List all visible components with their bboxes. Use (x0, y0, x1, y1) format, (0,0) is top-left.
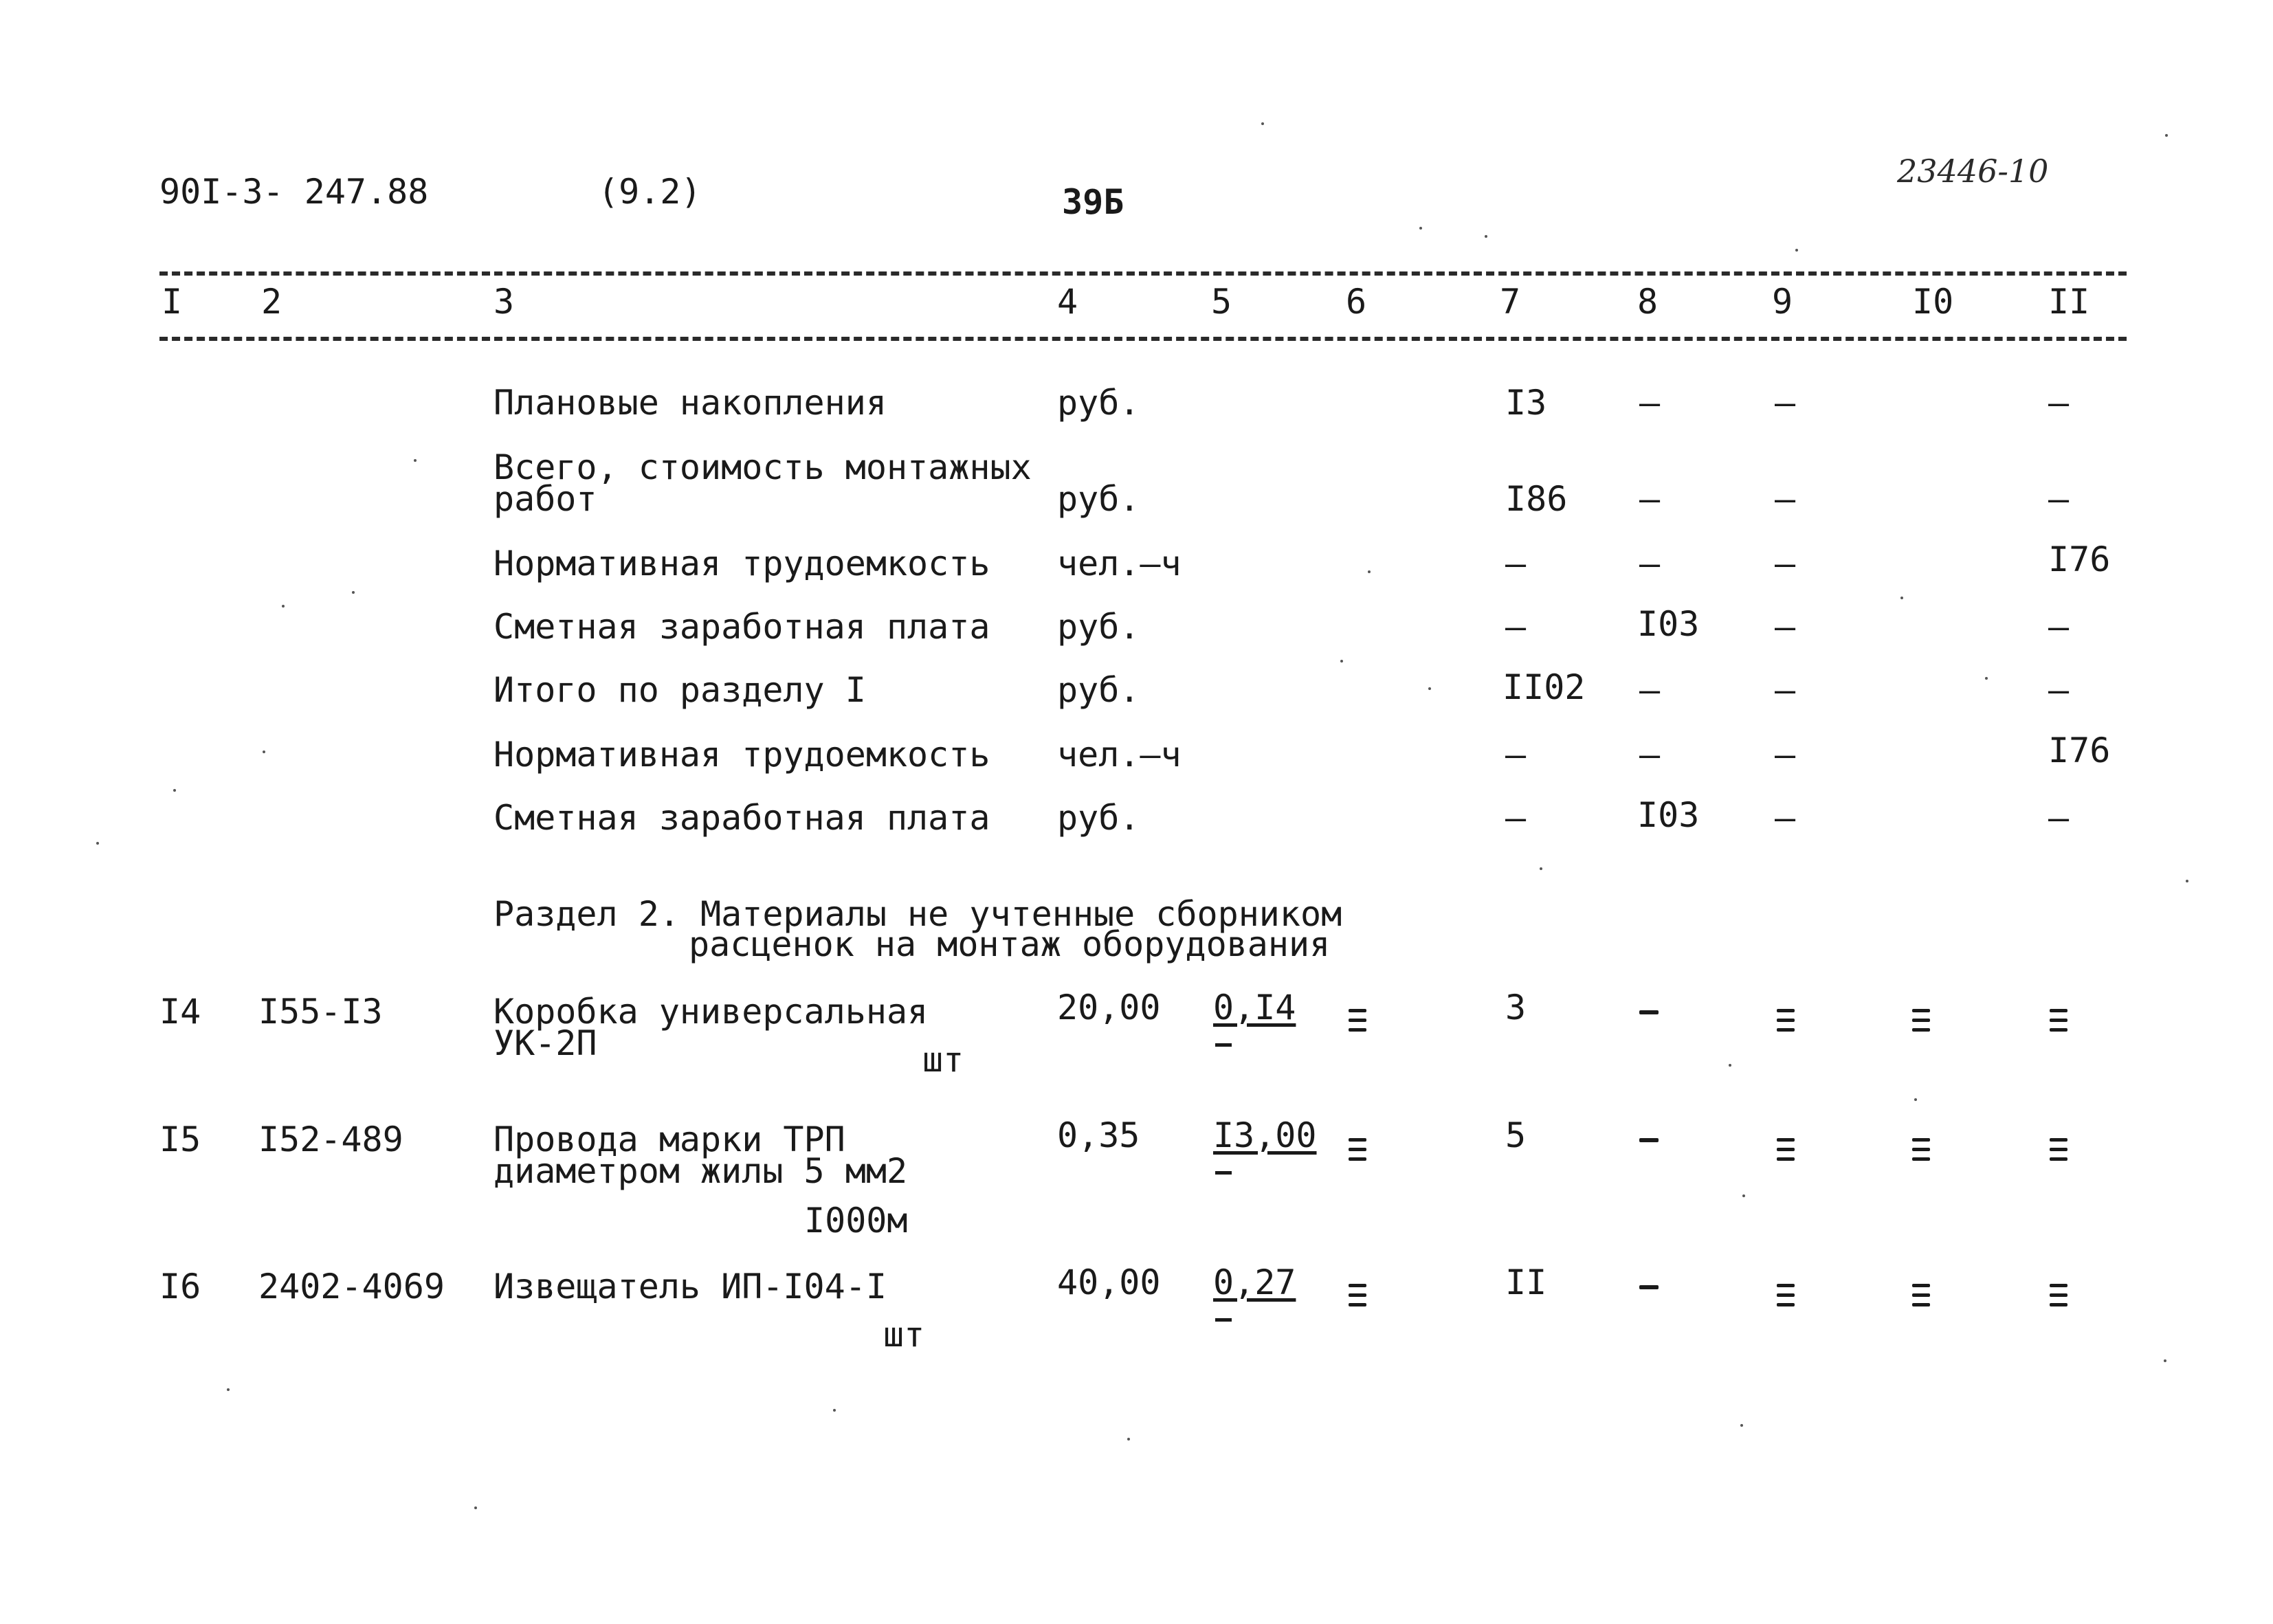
summary-row-name: Нормативная трудоемкость (494, 735, 990, 775)
summary-row-unit: чел.–ч (1057, 735, 1182, 775)
dash-mark (1639, 1138, 1659, 1142)
column-number-4: 4 (1057, 282, 1078, 322)
summary-row-col9: – (1775, 479, 1796, 519)
item-name: Провода марки ТРП (494, 1120, 845, 1159)
summary-row-name-continued: работ (494, 479, 597, 519)
summary-row-col11: – (2048, 479, 2070, 519)
column-number-10: I0 (1912, 282, 1954, 322)
scan-speck (1742, 1194, 1745, 1197)
page-number: 39Б (1062, 182, 1124, 222)
summary-row-col8: – (1639, 670, 1661, 710)
summary-row-col9: – (1775, 798, 1796, 838)
summary-row-col9: – (1775, 383, 1796, 423)
scan-speck (1795, 249, 1798, 252)
scan-speck (414, 459, 417, 462)
summary-row-col8: – (1639, 735, 1661, 775)
scan-speck (2186, 880, 2188, 882)
scan-speck (1368, 570, 1371, 573)
ditto-mark (1777, 1009, 1795, 1042)
scan-speck (263, 750, 265, 753)
scan-speck (474, 1506, 477, 1509)
scan-speck (1914, 1098, 1917, 1101)
column-number-3: 3 (494, 282, 515, 322)
item-total: II (1505, 1263, 1547, 1302)
column-number-11: II (2048, 282, 2090, 322)
scan-speck (2165, 134, 2168, 137)
archive-number: 23446-10 (1897, 153, 2049, 190)
scan-speck (1419, 227, 1422, 230)
column-number-2: 2 (261, 282, 282, 322)
ditto-mark (1777, 1284, 1795, 1317)
column-number-6: 6 (1346, 282, 1367, 322)
ditto-mark (1912, 1138, 1930, 1171)
summary-row-col9: – (1775, 607, 1796, 647)
item-unit-price: I3,00 (1213, 1115, 1317, 1155)
item-number: I5 (159, 1120, 201, 1159)
summary-row-col8: I03 (1637, 795, 1700, 835)
item-unit-price: 0,I4 (1213, 988, 1296, 1027)
column-number-5: 5 (1211, 282, 1232, 322)
summary-row-unit: руб. (1057, 670, 1140, 710)
header-bottom-rule (159, 337, 2127, 341)
column-number-7: 7 (1500, 282, 1521, 322)
summary-row-unit: руб. (1057, 798, 1140, 838)
ditto-mark (1349, 1138, 1366, 1171)
summary-row-col7: – (1505, 607, 1527, 647)
summary-row-col11: – (2048, 607, 2070, 647)
scan-speck (1127, 1438, 1130, 1441)
item-name: Извещатель ИП-I04-I (494, 1267, 887, 1306)
scan-speck (282, 605, 285, 608)
scan-speck (1540, 867, 1542, 870)
summary-row-col9: – (1775, 544, 1796, 583)
summary-row-unit: руб. (1057, 607, 1140, 647)
section-heading: Раздел 2. Материалы не учтенные сборником (494, 894, 1342, 934)
summary-row-col7: I3 (1505, 383, 1547, 423)
document-code: 90I-3- 247.88 (159, 172, 429, 212)
section-heading-continued: расценок на монтаж оборудования (689, 924, 1331, 964)
item-unit-price: 0,27 (1213, 1263, 1296, 1302)
summary-row-col7: – (1505, 544, 1527, 583)
summary-row-name: Нормативная трудоемкость (494, 544, 990, 583)
summary-row-col11: I76 (2048, 731, 2111, 770)
scan-speck (96, 842, 99, 845)
summary-row-col8: – (1639, 479, 1661, 519)
summary-row-name: Плановые накопления (494, 383, 887, 423)
scan-speck (1485, 235, 1487, 238)
summary-row-col9: – (1775, 670, 1796, 710)
dash-mark (1639, 1010, 1659, 1014)
scan-speck (1261, 122, 1264, 125)
summary-row-name: Всего, стоимость монтажных (494, 447, 1032, 487)
item-quantity: 0,35 (1057, 1115, 1140, 1155)
item-name-continued: УК-2П (494, 1023, 597, 1063)
ditto-mark (1349, 1284, 1366, 1317)
summary-row-col11: I76 (2048, 540, 2111, 579)
scan-speck (1340, 660, 1343, 663)
column-number-9: 9 (1772, 282, 1793, 322)
item-name: Коробка универсальная (494, 992, 929, 1032)
ditto-mark (1777, 1138, 1795, 1171)
item-quantity: 20,00 (1057, 988, 1161, 1027)
summary-row-unit: руб. (1057, 479, 1140, 519)
summary-row-name: Сметная заработная плата (494, 607, 990, 647)
ditto-mark (2050, 1138, 2067, 1171)
summary-row-col7: – (1505, 798, 1527, 838)
scan-speck (227, 1388, 230, 1391)
scan-speck (1740, 1424, 1743, 1427)
scan-speck (1428, 687, 1431, 690)
summary-row-col11: – (2048, 670, 2070, 710)
scan-speck (1985, 677, 1988, 680)
item-number: I4 (159, 992, 201, 1032)
ditto-mark (2050, 1009, 2067, 1042)
item-unit: шт (883, 1315, 925, 1355)
summary-row-col8: I03 (1637, 604, 1700, 644)
ditto-mark (1349, 1009, 1366, 1042)
dash-mark (1639, 1285, 1659, 1289)
item-quantity: 40,00 (1057, 1263, 1161, 1302)
ditto-mark (2050, 1284, 2067, 1317)
item-unit: I000м (804, 1201, 908, 1241)
price-sub-dash (1215, 1171, 1232, 1175)
column-number-8: 8 (1637, 282, 1659, 322)
header-top-rule (159, 271, 2127, 276)
item-total: 3 (1505, 988, 1527, 1027)
summary-row-col11: – (2048, 383, 2070, 423)
item-total: 5 (1505, 1115, 1527, 1155)
scan-speck (1900, 597, 1903, 599)
summary-row-col7: II02 (1503, 667, 1586, 707)
summary-row-col7: – (1505, 735, 1527, 775)
summary-row-name: Сметная заработная плата (494, 798, 990, 838)
column-number-1: I (162, 282, 183, 322)
item-code: I52-489 (258, 1120, 403, 1159)
scan-speck (1729, 1064, 1731, 1067)
item-code: 2402-4069 (258, 1267, 445, 1306)
summary-row-name: Итого по разделу I (494, 670, 866, 710)
item-unit: шт (922, 1040, 964, 1080)
price-sub-dash (1215, 1043, 1232, 1047)
summary-row-col7: I86 (1505, 479, 1568, 519)
summary-row-col8: – (1639, 383, 1661, 423)
scan-speck (352, 591, 355, 594)
item-code: I55-I3 (258, 992, 383, 1032)
sheet-reference: (9.2) (598, 172, 702, 212)
item-name-continued: диаметром жилы 5 мм2 (494, 1151, 908, 1191)
summary-row-col11: – (2048, 798, 2070, 838)
ditto-mark (1912, 1009, 1930, 1042)
scan-speck (173, 789, 176, 792)
summary-row-col8: – (1639, 544, 1661, 583)
summary-row-unit: чел.–ч (1057, 544, 1182, 583)
price-sub-dash (1215, 1318, 1232, 1322)
summary-row-unit: руб. (1057, 383, 1140, 423)
summary-row-col9: – (1775, 735, 1796, 775)
scan-speck (833, 1409, 836, 1412)
scan-speck (2164, 1359, 2166, 1362)
item-number: I6 (159, 1267, 201, 1306)
ditto-mark (1912, 1284, 1930, 1317)
